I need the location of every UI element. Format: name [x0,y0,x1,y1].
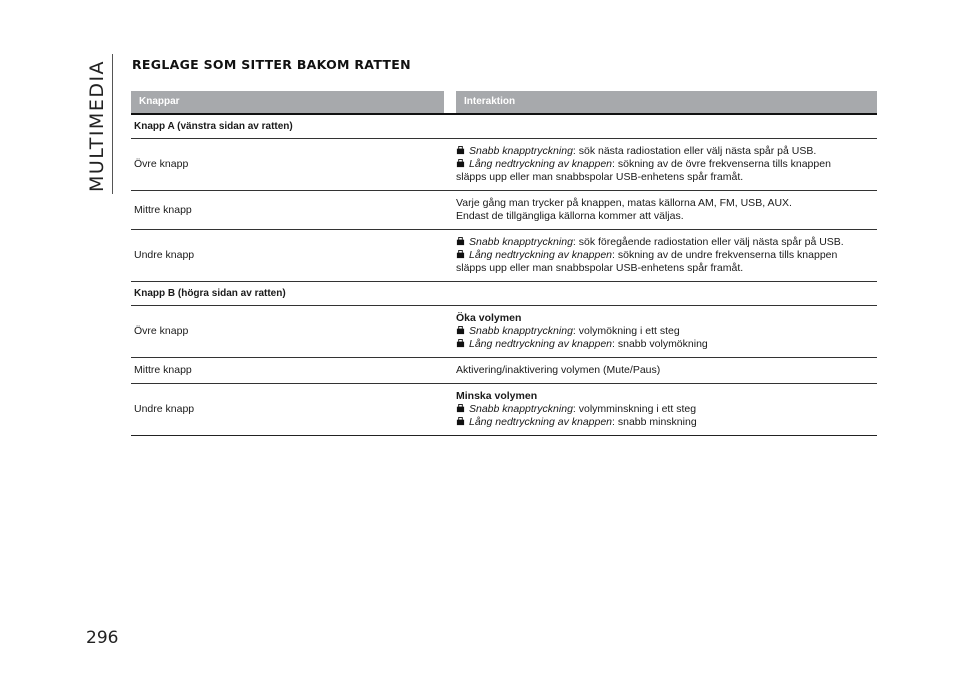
button-name: Undre knapp [134,249,195,261]
interaction-line [456,236,877,249]
interaction-line [456,197,877,210]
interaction-text: : volymökning i ett steg [572,325,680,337]
header-gap [444,91,456,113]
table-row [131,384,877,436]
interaction-text: : sökning av de övre frekvenserna tills knappen [612,158,831,170]
press-type-term: Snabb knapptryckning [469,145,573,157]
interaction-line [456,403,877,416]
interaction-text: släpps upp eller man snabbspolar USB-enhetens spår framåt. [456,262,744,274]
interaction-line [456,210,877,223]
hand-press-icon [456,146,465,155]
table-row [131,191,877,230]
interaction-text: Aktivering/inaktivering volymen (Mute/Paus) [456,364,661,376]
button-name: Mittre knapp [134,364,192,376]
interaction-cell [456,139,877,190]
press-type-term: Snabb knapptryckning [469,325,573,337]
press-type-term: Snabb knapptryckning [469,236,573,248]
page-title: REGLAGE SOM SITTER BAKOM RATTEN [132,57,411,72]
interaction-text: Endast de tillgängliga källorna kommer att väljas. [456,210,684,222]
interaction-line [456,249,877,262]
hand-press-icon [456,250,465,259]
section-label-text: MULTIMEDIA [86,59,108,193]
interaction-text: : volymminskning i ett steg [572,403,697,415]
button-name: Undre knapp [134,403,195,415]
interaction-cell [456,191,877,229]
interaction-cell [456,230,877,281]
interaction-text: : sök föregående radiostation eller välj nästa spår på USB. [572,236,844,248]
interaction-text: : snabb minskning [612,416,697,428]
interaction-text: Varje gång man trycker på knappen, matas källorna AM, FM, USB, AUX. [456,197,792,209]
interaction-cell [456,384,877,435]
interaction-text: : sök nästa radiostation eller välj nästa spår på USB. [572,145,817,157]
header-buttons: Knappar [131,91,444,113]
interaction-heading: Minska volymen [456,390,538,402]
table-header [131,91,877,113]
interaction-line [456,171,877,184]
section-divider [112,54,113,194]
interaction-cell [456,306,877,357]
interaction-cell [456,358,877,383]
interaction-line [456,416,877,429]
press-type-term: Lång nedtryckning av knappen [469,158,613,170]
interaction-line [456,158,877,171]
hand-press-icon [456,159,465,168]
table-row [131,306,877,358]
button-name: Mittre knapp [134,203,192,216]
controls-table [131,91,877,436]
hand-press-icon [456,237,465,246]
table-row [131,358,877,384]
button-name: Övre knapp [134,158,189,170]
page-number: 296 [86,628,119,648]
press-type-term: Snabb knapptryckning [469,403,573,415]
interaction-line [456,338,877,351]
press-type-term: Lång nedtryckning av knappen [469,249,613,261]
table-body [131,115,877,436]
interaction-text: : sökning av de undre frekvenserna tills knappen [612,249,838,261]
table-row [131,139,877,191]
hand-press-icon [456,404,465,413]
hand-press-icon [456,339,465,348]
interaction-line [456,145,877,158]
interaction-text: : snabb volymökning [612,338,708,350]
header-interaction: Interaktion [456,91,877,113]
interaction-line [456,262,877,275]
interaction-heading: Öka volymen [456,312,522,324]
hand-press-icon [456,326,465,335]
interaction-line [456,325,877,338]
section-label [84,60,110,192]
table-row [131,230,877,282]
group-label: Knapp A (vänstra sidan av ratten) [131,115,877,139]
hand-press-icon [456,417,465,426]
interaction-line [456,364,877,377]
press-type-term: Lång nedtryckning av knappen [469,338,613,350]
group-label: Knapp B (högra sidan av ratten) [131,282,877,306]
interaction-text: släpps upp eller man snabbspolar USB-enhetens spår framåt. [456,171,744,183]
button-name: Övre knapp [134,325,189,337]
press-type-term: Lång nedtryckning av knappen [469,416,613,428]
